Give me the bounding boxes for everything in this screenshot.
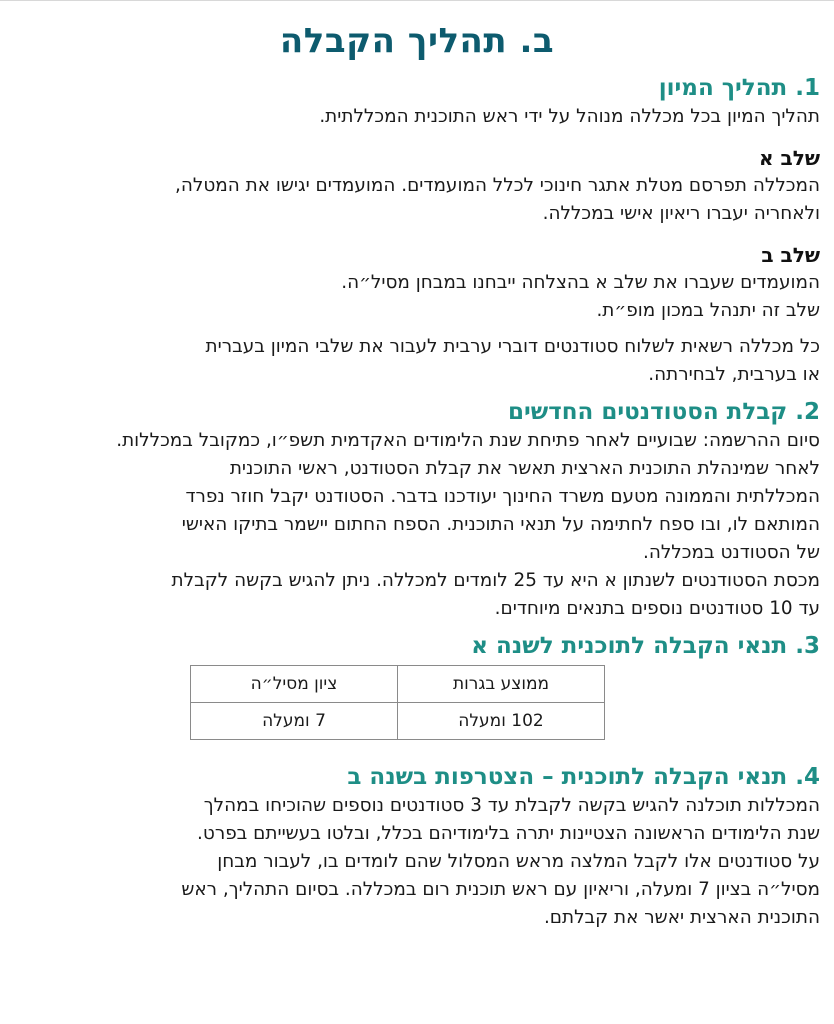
year-b-line: מסיל״ה בציון 7 ומעלה, וריאיון עם ראש תוכנית רום במכללה. בסיום התהליך, ראש bbox=[181, 879, 820, 900]
new-students-line: עד 10 סטודנטים נוספים בתנאים מיוחדים. bbox=[494, 598, 820, 619]
stage-a-heading: שלב א bbox=[759, 146, 820, 170]
section-heading-screening: 1. תהליך המיון bbox=[658, 75, 820, 101]
new-students-line: סיום ההרשמה: שבועיים לאחר פתיחת שנת הלימודים האקדמית תשפ״ו, כמקובל במכללות. bbox=[116, 430, 820, 451]
new-students-line: לאחר שמינהלת התוכנית הארצית תאשר את קבלת הסטודנט, ראשי התוכנית bbox=[229, 458, 820, 479]
language-note-line-1: כל מכללה רשאית לשלוח סטודנטים דוברי ערבית לעבור את שלבי המיון בעברית bbox=[205, 336, 820, 357]
table-header-cell: ממוצע בגרות bbox=[398, 666, 605, 703]
stage-b-line-1: המועמדים שעברו את שלב א בהצלחה ייבחנו במבחן מסיל״ה. bbox=[341, 272, 820, 293]
new-students-line: המותאם לו, ובו ספח לחתימה על תנאי התוכנית. הספח החתום יישמר בתיקו האישי bbox=[181, 514, 820, 535]
language-note-line-2: או בערבית, לבחירתה. bbox=[648, 364, 820, 385]
new-students-line: של הסטודנט במכללה. bbox=[642, 542, 820, 563]
stage-b-heading: שלב ב bbox=[761, 243, 820, 267]
year-b-line: התוכנית הארצית יאשר את קבלתם. bbox=[543, 907, 820, 928]
page-title: ב. תהליך הקבלה bbox=[279, 21, 555, 61]
table-header-row bbox=[191, 666, 605, 703]
section-heading-year-a-conditions: 3. תנאי הקבלה לתוכנית לשנה א bbox=[471, 633, 820, 659]
table-cell: 7 ומעלה bbox=[191, 703, 398, 740]
table-row bbox=[191, 703, 605, 740]
new-students-line: מכסת הסטודנטים לשנתון א היא עד 25 לומדים למכללה. ניתן להגיש בקשה לקבלת bbox=[171, 570, 820, 591]
table-cell: 102 ומעלה bbox=[398, 703, 605, 740]
table-header-cell: ציון מסיל״ה bbox=[191, 666, 398, 703]
section-heading-year-b-conditions: 4. תנאי הקבלה לתוכנית – הצטרפות בשנה ב bbox=[347, 764, 820, 790]
year-b-line: המכללות תוכלנה להגיש בקשה לקבלת עד 3 סטודנטים נוספים שהוכיחו במהלך bbox=[203, 795, 820, 816]
stage-a-line-1: המכללה תפרסם מטלת אתגר חינוכי לכלל המועמדים. המועמדים יגישו את המטלה, bbox=[175, 175, 820, 196]
year-b-line: על סטודנטים אלו לקבל המלצה מראש המסלול שהם לומדים בו, לעבור מבחן bbox=[217, 851, 820, 872]
screening-intro: תהליך המיון בכל מכללה מנוהל על ידי ראש התוכנית המכללתית. bbox=[319, 106, 820, 127]
year-b-line: שנת הלימודים הראשונה הצטיינות יתרה בלימודיהם בכלל, ובלטו בעשייתם בפרט. bbox=[197, 823, 820, 844]
admission-conditions-table bbox=[190, 665, 605, 740]
stage-a-line-2: ולאחריה יעברו ריאיון אישי במכללה. bbox=[542, 203, 820, 224]
stage-b-line-2: שלב זה יתנהל במכון מופ״ת. bbox=[596, 300, 820, 321]
section-heading-new-students: 2. קבלת הסטודנטים החדשים bbox=[507, 399, 820, 425]
new-students-line: המכללתית והממונה מטעם משרד החינוך יעודכנו בדבר. הסטודנט יקבל חוזר נפרד bbox=[185, 486, 820, 507]
